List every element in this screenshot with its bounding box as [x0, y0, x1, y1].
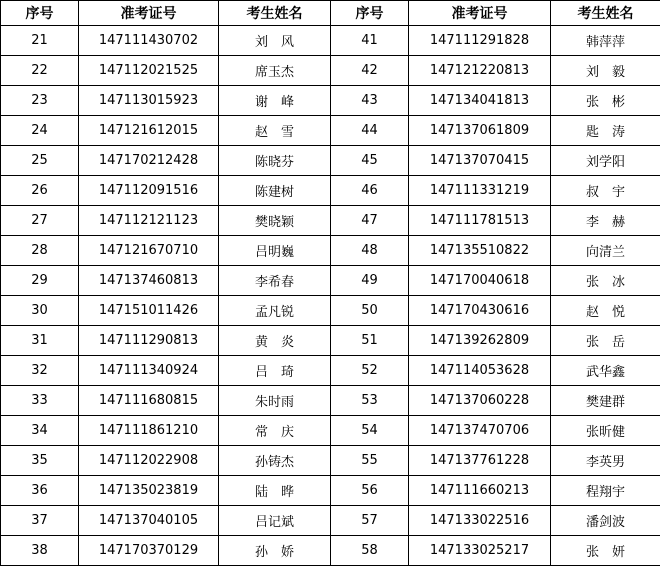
cell-name-right: 刘学阳	[551, 146, 660, 176]
cell-name-right: 程翔宇	[551, 476, 660, 506]
table-row	[1, 536, 660, 566]
cell-exam-id-right: 147137061809	[409, 116, 551, 146]
cell-seq-left: 23	[1, 86, 79, 116]
cell-seq-right: 56	[331, 476, 409, 506]
cell-name-left: 赵 雪	[219, 116, 331, 146]
cell-seq-left: 34	[1, 416, 79, 446]
cell-exam-id-left: 147111430702	[79, 26, 219, 56]
cell-exam-id-left: 147112091516	[79, 176, 219, 206]
cell-exam-id-right: 147137761228	[409, 446, 551, 476]
table-row	[1, 86, 660, 116]
table-row	[1, 236, 660, 266]
table-row	[1, 356, 660, 386]
cell-seq-left: 26	[1, 176, 79, 206]
cell-exam-id-right: 147111660213	[409, 476, 551, 506]
table-body	[1, 26, 660, 566]
cell-name-left: 孙铸杰	[219, 446, 331, 476]
cell-exam-id-right: 147170430616	[409, 296, 551, 326]
cell-seq-left: 31	[1, 326, 79, 356]
header-row	[1, 1, 660, 26]
cell-seq-right: 57	[331, 506, 409, 536]
cell-name-right: 向清兰	[551, 236, 660, 266]
cell-name-left: 樊晓颖	[219, 206, 331, 236]
cell-exam-id-left: 147112021525	[79, 56, 219, 86]
cell-seq-right: 52	[331, 356, 409, 386]
cell-seq-left: 37	[1, 506, 79, 536]
cell-exam-id-left: 147112121123	[79, 206, 219, 236]
cell-seq-left: 36	[1, 476, 79, 506]
cell-seq-left: 24	[1, 116, 79, 146]
cell-exam-id-right: 147137070415	[409, 146, 551, 176]
cell-seq-right: 58	[331, 536, 409, 566]
table-row	[1, 386, 660, 416]
cell-exam-id-left: 147113015923	[79, 86, 219, 116]
cell-seq-left: 38	[1, 536, 79, 566]
header-seq-right: 序号	[331, 1, 409, 26]
cell-exam-id-left: 147121670710	[79, 236, 219, 266]
table-row	[1, 146, 660, 176]
cell-name-right: 李 赫	[551, 206, 660, 236]
cell-name-right: 张 彬	[551, 86, 660, 116]
cell-exam-id-right: 147139262809	[409, 326, 551, 356]
cell-seq-right: 54	[331, 416, 409, 446]
table-row	[1, 116, 660, 146]
cell-name-left: 李希春	[219, 266, 331, 296]
cell-name-left: 吕记斌	[219, 506, 331, 536]
cell-seq-right: 41	[331, 26, 409, 56]
cell-exam-id-left: 147137040105	[79, 506, 219, 536]
cell-exam-id-left: 147137460813	[79, 266, 219, 296]
cell-exam-id-right: 147137060228	[409, 386, 551, 416]
table-row	[1, 206, 660, 236]
table-header	[1, 1, 660, 26]
cell-seq-left: 21	[1, 26, 79, 56]
cell-seq-left: 29	[1, 266, 79, 296]
table-row	[1, 296, 660, 326]
cell-exam-id-left: 147111861210	[79, 416, 219, 446]
table-row	[1, 416, 660, 446]
cell-seq-left: 28	[1, 236, 79, 266]
cell-seq-right: 48	[331, 236, 409, 266]
cell-name-left: 朱时雨	[219, 386, 331, 416]
cell-seq-right: 49	[331, 266, 409, 296]
cell-exam-id-right: 147111781513	[409, 206, 551, 236]
cell-name-right: 武华鑫	[551, 356, 660, 386]
cell-seq-right: 42	[331, 56, 409, 86]
cell-name-right: 张昕健	[551, 416, 660, 446]
cell-exam-id-right: 147133025217	[409, 536, 551, 566]
cell-name-left: 谢 峰	[219, 86, 331, 116]
cell-name-right: 张 冰	[551, 266, 660, 296]
cell-seq-right: 46	[331, 176, 409, 206]
cell-name-left: 黄 炎	[219, 326, 331, 356]
cell-exam-id-right: 147134041813	[409, 86, 551, 116]
cell-exam-id-left: 147121612015	[79, 116, 219, 146]
cell-name-right: 李英男	[551, 446, 660, 476]
cell-name-right: 韩萍萍	[551, 26, 660, 56]
header-name-right: 考生姓名	[551, 1, 660, 26]
cell-seq-left: 27	[1, 206, 79, 236]
cell-exam-id-right: 147137470706	[409, 416, 551, 446]
cell-exam-id-right: 147111331219	[409, 176, 551, 206]
cell-seq-right: 44	[331, 116, 409, 146]
cell-seq-left: 33	[1, 386, 79, 416]
cell-seq-left: 22	[1, 56, 79, 86]
cell-name-right: 樊建群	[551, 386, 660, 416]
cell-name-right: 赵 悦	[551, 296, 660, 326]
cell-exam-id-left: 147170212428	[79, 146, 219, 176]
cell-name-right: 潘剑波	[551, 506, 660, 536]
cell-name-left: 常 庆	[219, 416, 331, 446]
header-exam-id-left: 准考证号	[79, 1, 219, 26]
cell-exam-id-left: 147151011426	[79, 296, 219, 326]
cell-exam-id-left: 147112022908	[79, 446, 219, 476]
table-row	[1, 176, 660, 206]
cell-exam-id-left: 147170370129	[79, 536, 219, 566]
cell-seq-right: 43	[331, 86, 409, 116]
cell-name-left: 陈建树	[219, 176, 331, 206]
cell-seq-left: 25	[1, 146, 79, 176]
cell-exam-id-right: 147111291828	[409, 26, 551, 56]
cell-name-right: 张 妍	[551, 536, 660, 566]
cell-seq-left: 32	[1, 356, 79, 386]
header-name-left: 考生姓名	[219, 1, 331, 26]
table-row	[1, 56, 660, 86]
cell-exam-id-left: 147135023819	[79, 476, 219, 506]
cell-name-left: 孙 娇	[219, 536, 331, 566]
cell-seq-left: 30	[1, 296, 79, 326]
cell-seq-right: 45	[331, 146, 409, 176]
cell-seq-right: 47	[331, 206, 409, 236]
cell-name-left: 席玉杰	[219, 56, 331, 86]
cell-exam-id-right: 147121220813	[409, 56, 551, 86]
cell-seq-right: 50	[331, 296, 409, 326]
cell-exam-id-right: 147133022516	[409, 506, 551, 536]
table-row	[1, 476, 660, 506]
table-row	[1, 326, 660, 356]
header-exam-id-right: 准考证号	[409, 1, 551, 26]
cell-seq-right: 51	[331, 326, 409, 356]
cell-name-left: 刘 风	[219, 26, 331, 56]
cell-exam-id-right: 147114053628	[409, 356, 551, 386]
cell-name-right: 匙 涛	[551, 116, 660, 146]
cell-exam-id-left: 147111680815	[79, 386, 219, 416]
cell-name-left: 陆 晔	[219, 476, 331, 506]
cell-name-left: 吕明巍	[219, 236, 331, 266]
cell-seq-right: 55	[331, 446, 409, 476]
cell-seq-right: 53	[331, 386, 409, 416]
cell-name-right: 刘 毅	[551, 56, 660, 86]
header-seq-left: 序号	[1, 1, 79, 26]
cell-exam-id-left: 147111290813	[79, 326, 219, 356]
cell-name-right: 张 岳	[551, 326, 660, 356]
cell-name-right: 叔 宇	[551, 176, 660, 206]
cell-exam-id-right: 147170040618	[409, 266, 551, 296]
cell-name-left: 孟凡锐	[219, 296, 331, 326]
cell-name-left: 陈晓芬	[219, 146, 331, 176]
table-row	[1, 26, 660, 56]
cell-exam-id-right: 147135510822	[409, 236, 551, 266]
cell-exam-id-left: 147111340924	[79, 356, 219, 386]
table-row	[1, 266, 660, 296]
cell-name-left: 吕 琦	[219, 356, 331, 386]
table-row	[1, 446, 660, 476]
table-row	[1, 506, 660, 536]
cell-seq-left: 35	[1, 446, 79, 476]
